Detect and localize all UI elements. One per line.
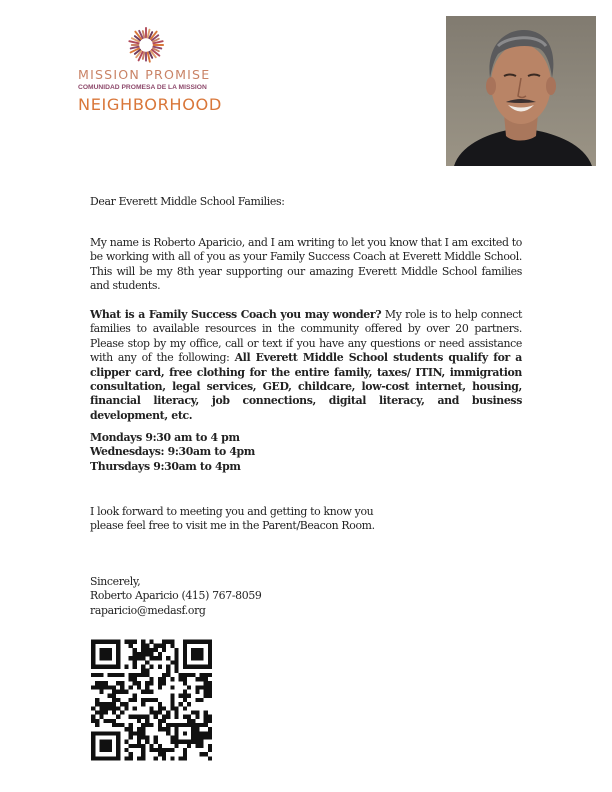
logo-title: MISSION PROMISE bbox=[78, 67, 211, 82]
sunburst-ray bbox=[143, 31, 144, 37]
signature-name-phone: Roberto Aparicio (415) 767-8059 bbox=[90, 589, 262, 603]
services-list: All Everett Middle School students qualify for a clipper card, free clothing for the entire family, taxes/ ITIN, immigration consultation, legal services, GED, childcare, low-cost internet, housing, financial literacy, job connections, digital literacy, and business development, etc. bbox=[90, 351, 522, 422]
email-address[interactable]: raparicio@medasf.org bbox=[90, 603, 206, 617]
letter-greeting: Dear Everett Middle School Families: bbox=[90, 195, 285, 208]
closing-line-2: please feel free to visit me in the Parent/Beacon Room. bbox=[90, 519, 375, 533]
signoff: Sincerely, bbox=[90, 575, 141, 588]
role-description: My role is to help connect families to available resources in the community offered by over 20 partners. Please stop by my office, call or text if you have any questions or need assistance with any of the following: bbox=[90, 308, 522, 365]
letter-role-paragraph bbox=[90, 308, 522, 423]
sunburst-ray bbox=[143, 52, 144, 58]
qr-code-icon[interactable] bbox=[91, 638, 212, 762]
sunburst-icon bbox=[127, 26, 165, 64]
portrait-illustration bbox=[446, 16, 596, 166]
office-hours bbox=[90, 431, 522, 474]
closing-paragraph bbox=[90, 505, 522, 534]
mission-promise-logo bbox=[74, 24, 224, 124]
signature-block bbox=[90, 575, 522, 618]
hours-thursday: Thursdays 9:30am to 4pm bbox=[90, 459, 241, 473]
role-question: What is a Family Success Coach you may wonder? bbox=[90, 308, 382, 321]
letter-intro-paragraph: My name is Roberto Aparicio, and I am writing to let you know that I am excited to be working with all of you as your Family Success Coach at Everett Middle School. This will be my 8th year supporting our amazing Everett Middle School families and students. bbox=[90, 236, 522, 293]
hours-monday: Mondays 9:30 am to 4 pm bbox=[90, 431, 240, 444]
closing-line-1: I look forward to meeting you and getting to know you bbox=[90, 505, 374, 518]
logo-neighborhood: NEIGHBORHOOD bbox=[78, 95, 222, 114]
hours-wednesday: Wednesdays: 9:30am to 4pm bbox=[90, 445, 255, 459]
logo-subtitle: COMUNIDAD PROMESA DE LA MISSION bbox=[78, 84, 207, 91]
portrait-photo bbox=[446, 16, 596, 166]
